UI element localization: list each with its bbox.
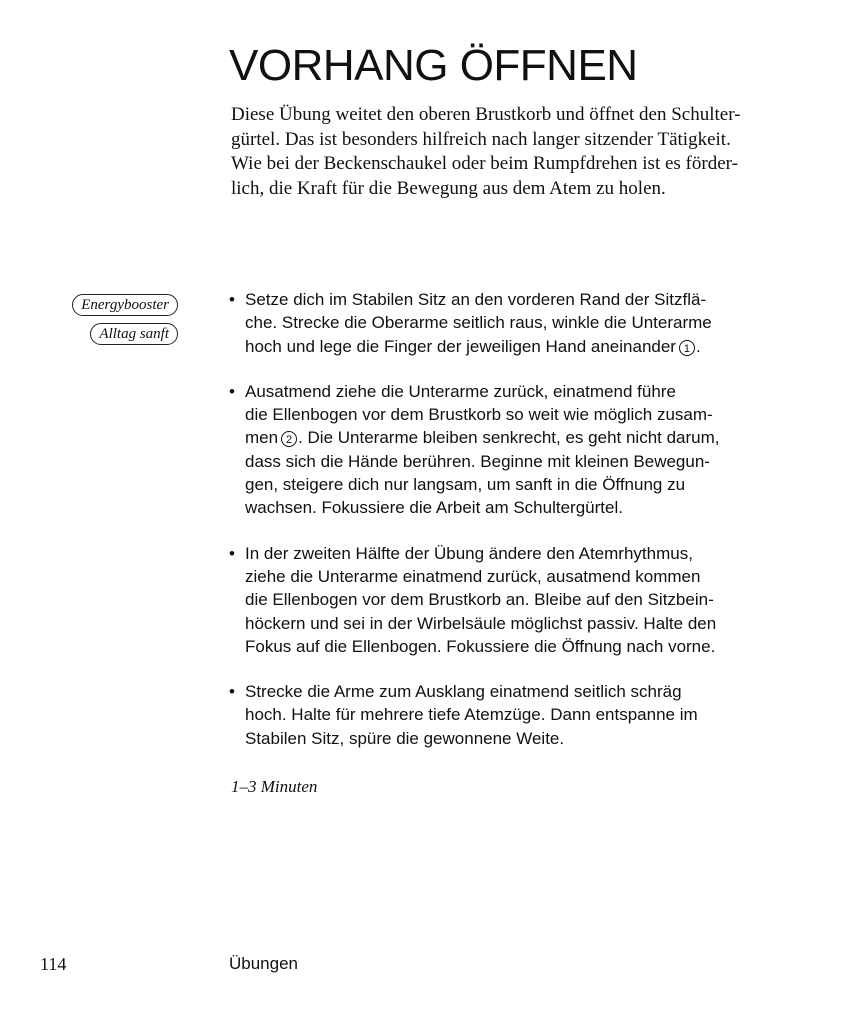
step-line xyxy=(245,335,789,358)
intro-line: gürtel. Das ist besonders hilfreich nach langer sitzender Tätigkeit. xyxy=(231,128,731,150)
step-line: Setze dich im Stabilen Sitz an den vorderen Rand der Sitzflä- xyxy=(245,290,707,309)
step-line: höckern und sei in der Wirbelsäule möglichst passiv. Halte den xyxy=(245,613,717,633)
step-line: gen, steigere dich nur langsam, um sanft in die Öffnung zu xyxy=(245,475,686,495)
step-line: Fokus auf die Ellenbogen. Fokussiere die Öffnung nach vorne. xyxy=(245,636,716,656)
step-line: die Ellenbogen vor dem Brustkorb an. Bleibe auf den Sitzbein- xyxy=(245,590,714,610)
step-line: dass sich die Hände berühren. Beginne mit kleinen Bewegun- xyxy=(245,451,710,471)
bullet-icon: • xyxy=(229,381,235,401)
section-name: Übungen xyxy=(229,954,299,973)
step-line: hoch. Halte für mehrere tiefe Atemzüge. Dann entspanne im xyxy=(245,705,698,725)
step-line: Stabilen Sitz, spüre die gewonnene Weite. xyxy=(245,728,565,748)
bullet-icon: • xyxy=(229,290,235,309)
step-3 xyxy=(229,542,789,658)
figure-reference-marker: 1 xyxy=(679,340,695,356)
step-4 xyxy=(229,680,789,750)
intro-line: lich, die Kraft für die Bewegung aus dem Atem zu holen. xyxy=(231,177,666,199)
bullet-icon: • xyxy=(229,543,235,563)
step-line xyxy=(245,426,789,449)
step-2 xyxy=(229,380,789,520)
figure-reference-marker: 2 xyxy=(281,431,297,447)
intro-paragraph xyxy=(231,103,751,201)
step-line: Strecke die Arme zum Ausklang einatmend seitlich schräg xyxy=(245,682,682,702)
step-line: die Ellenbogen vor dem Brustkorb so weit wie möglich zusam- xyxy=(245,405,713,425)
step-line: Ausatmend ziehe die Unterarme zurück, einatmend führe xyxy=(245,381,676,401)
step-line: ziehe die Unterarme einatmend zurück, ausatmend kommen xyxy=(245,566,701,586)
intro-line: Wie bei der Beckenschaukel oder beim Rumpfdrehen ist es förder- xyxy=(231,153,738,174)
bullet-icon: • xyxy=(229,682,235,702)
step-text: hoch und lege die Finger der jeweiligen Hand aneinander xyxy=(245,336,676,356)
duration-note: 1–3 Minuten xyxy=(231,777,318,796)
step-text: . Die Unterarme bleiben senkrecht, es geht nicht darum, xyxy=(298,428,720,448)
step-line: wachsen. Fokussiere die Arbeit am Schultergürtel. xyxy=(245,498,623,518)
step-line: che. Strecke die Oberarme seitlich raus, winkle die Unterarme xyxy=(245,313,712,333)
step-line: In der zweiten Hälfte der Übung ändere den Atemrhythmus, xyxy=(245,543,693,563)
intro-line: Diese Übung weitet den oberen Brustkorb und öffnet den Schulter- xyxy=(231,104,741,125)
tag-list xyxy=(72,294,178,352)
step-1 xyxy=(229,288,789,358)
page-number: 114 xyxy=(40,954,67,974)
page-title: VORHANG ÖFFNEN xyxy=(229,41,638,90)
tag-energybooster: Energybooster xyxy=(72,294,178,316)
step-text: . xyxy=(695,336,701,356)
tag-alltag-sanft: Alltag sanft xyxy=(90,323,178,345)
step-text: men xyxy=(245,428,279,448)
exercise-steps xyxy=(229,288,789,772)
